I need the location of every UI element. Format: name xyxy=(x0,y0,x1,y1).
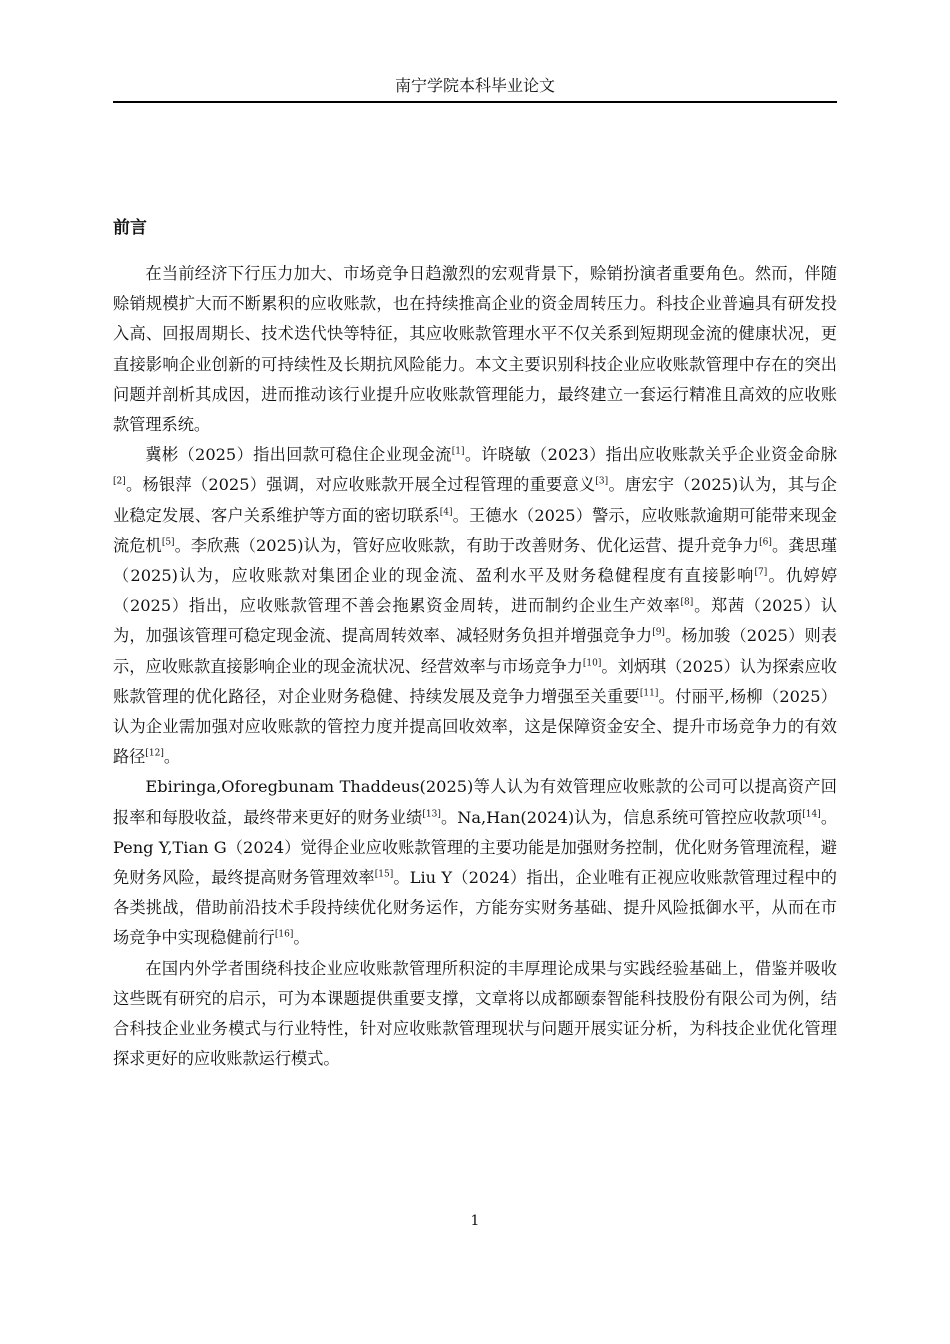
header-rule xyxy=(113,101,837,103)
citation-marker: [4] xyxy=(439,507,453,518)
text-run: 。郑茜（2025）认为，加强该管理可稳定现金流、提高周转效率、减轻财务负担并增强竞争力 xyxy=(113,596,837,646)
citation-marker: [11] xyxy=(639,688,659,699)
citation-marker: [12] xyxy=(145,748,164,759)
paragraph-1 xyxy=(113,259,837,440)
text-run: 冀彬（2025）指出回款可稳住企业现金流 xyxy=(145,445,452,465)
text-run: 在国内外学者围绕科技企业应收账款管理所积淀的丰厚理论成果与实践经验基础上，借鉴并吸收这些既有研究的启示，可为本课题提供重要支撑，文章将以成都颐泰智能科技股份有限公司为例，结合科技企业业务模式与行业特性，针对应收账款管理现状与问题开展实证分析，为科技企业优化管理探求更好的应收账款运行模式。 xyxy=(113,958,837,1069)
citation-marker: [14] xyxy=(802,809,821,820)
text-run: 。仇婷婷（2025）指出，应收账款管理不善会拖累资金周转，进而制约企业生产效率 xyxy=(113,566,838,616)
text-run: 。李欣燕（2025)认为，管好应收账款，有助于改善财务、优化运营、提升竞争力 xyxy=(174,535,760,555)
text-run: 。杨加骏（2025）则表示，应收账款直接影响企业的现金流状况、经营效率与市场竞争力 xyxy=(113,626,837,676)
text-run: 。唐宏宇（2025)认为，其与企业稳定发展、客户关系维护等方面的密切联系 xyxy=(113,475,837,525)
citation-marker: [15] xyxy=(374,869,394,880)
citation-marker: [13] xyxy=(422,809,441,820)
citation-marker: [10] xyxy=(582,658,602,669)
text-run: 。 xyxy=(163,747,181,767)
citation-marker: [5] xyxy=(161,537,175,548)
citation-marker: [8] xyxy=(680,597,694,608)
body-text xyxy=(113,259,837,1074)
citation-marker: [7] xyxy=(754,567,768,578)
text-run: 。杨银萍（2025）强调，对应收账款开展全过程管理的重要意义 xyxy=(125,475,596,495)
page-number: 1 xyxy=(470,1213,480,1229)
text-run: 在当前经济下行压力加大、市场竞争日趋激烈的宏观背景下，赊销扮演者重要角色。然而，伴随赊销规模扩大而不断累积的应收账款，也在持续推高企业的资金周转压力。科技企业普遍具有研发投入高、回报周期长、技术迭代快等特征，其应收账款管理水平不仅关系到短期现金流的健康状况，更直接影响企业创新的可持续性及长期抗风险能力。本文主要识别科技企业应收账款管理中存在的突出问题并剖析其成因，进而推动该行业提升应收账款管理能力，最终建立一套运行精准且高效的应收账款管理系统。 xyxy=(113,264,837,435)
text-run: 。王德水（2025）警示，应收账款逾期可能带来现金流危机 xyxy=(113,505,837,555)
text-run: 。Peng Y,Tian G（2024）觉得企业应收账款管理的主要功能是加强财务控制，优化财务管理流程，避免财务风险，最终提高财务管理效率 xyxy=(113,807,838,888)
citation-marker: [6] xyxy=(759,537,772,548)
text-run: 。Na,Han(2024)认为，信息系统可管控应收款项 xyxy=(440,807,803,827)
citation-marker: [1] xyxy=(451,446,465,457)
paragraph-3 xyxy=(113,772,837,953)
text-run: 。付丽平,杨柳（2025）认为企业需加强对应收账款的管控力度并提高回收效率，这是保障资金安全、提升市场竞争力的有效路径 xyxy=(113,686,837,767)
section-title: 前言 xyxy=(113,218,147,238)
citation-marker: [2] xyxy=(113,477,126,488)
paragraph-2 xyxy=(113,440,837,772)
citation-marker: [16] xyxy=(274,930,294,941)
text-run: 。Liu Y（2024）指出，企业唯有正视应收账款管理过程中的各类挑战，借助前沿技术手段持续优化财务运作，方能夯实财务基础、提升风险抵御水平，从而在市场竞争中实现稳健前行 xyxy=(113,868,837,948)
citation-marker: [3] xyxy=(595,477,609,488)
text-run: 。龚思瑾（2025)认为，应收账款对集团企业的现金流、盈利水平及财务稳健程度有直接影响 xyxy=(113,535,838,586)
paragraph-4 xyxy=(113,954,837,1075)
citation-marker: [9] xyxy=(652,628,665,639)
text-run: Ebiringa,Oforegbunam Thaddeus(2025)等人认为有效管理应收账款的公司可以提高资产回报率和每股收益，最终带来更好的财务业绩 xyxy=(113,777,837,827)
running-header: 南宁学院本科毕业论文 xyxy=(394,76,555,95)
text-run: 。许晓敏（2023）指出应收账款关乎企业资金命脉 xyxy=(464,445,837,465)
text-run: 。 xyxy=(293,928,310,948)
text-run: 。刘炳琪（2025）认为探索应收账款管理的优化路径，对企业财务稳健、持续发展及竞争力增强至关重要 xyxy=(113,656,837,706)
